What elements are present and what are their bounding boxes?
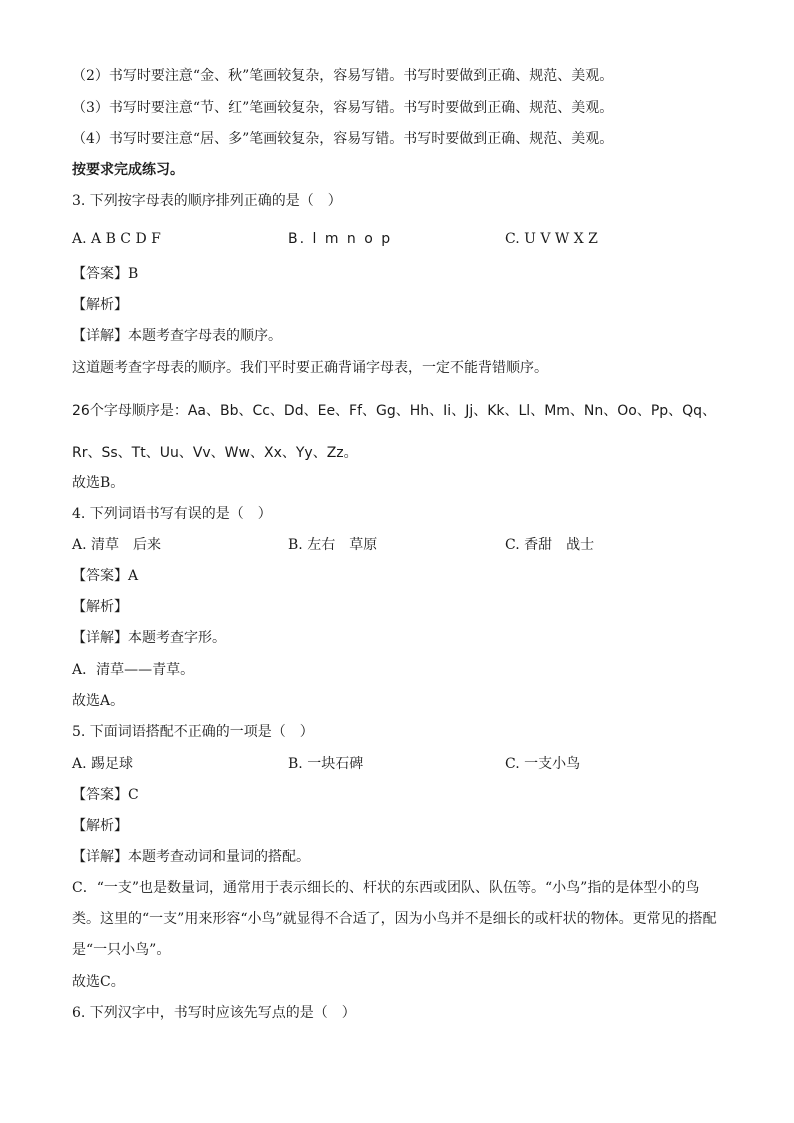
q5-analysis-label: 【解析】 [72, 818, 128, 834]
q4-option-a: A. 清草 后来 [72, 537, 162, 553]
intro-line-4: （4）书写时要注意“居、多”笔画较复杂，容易写错。书写时要做到正确、规范、美观。 [72, 131, 614, 147]
section-title: 按要求完成练习。 [72, 162, 184, 178]
q4-answer: 【答案】A [72, 568, 139, 584]
q4-question: 4. 下列词语书写有误的是（ ） [72, 506, 272, 522]
q4-option-c: C. 香甜 战士 [505, 537, 595, 553]
q5-option-a: A. 踢足球 [72, 756, 134, 772]
q5-answer: 【答案】C [72, 787, 139, 803]
q4-analysis-label: 【解析】 [72, 599, 128, 615]
q3-option-a: A. A B C D F [72, 231, 161, 247]
intro-line-2: （2）书写时要注意“金、秋”笔画较复杂，容易写错。书写时要做到正确、规范、美观。 [72, 68, 614, 84]
q5-question: 5. 下面词语搭配不正确的一项是（ ） [72, 724, 314, 740]
q4-conclusion: 故选A。 [72, 693, 125, 709]
q5-option-c: C. 一支小鸟 [505, 756, 581, 772]
q5-conclusion: 故选C。 [72, 974, 125, 990]
q5-option-b: B. 一块石碑 [288, 756, 364, 772]
q3-question: 3. 下列按字母表的顺序排列正确的是（ ） [72, 193, 342, 209]
q3-conclusion: 故选B。 [72, 475, 125, 491]
q5-explain: C．“一支”也是数量词，通常用于表示细长的、杆状的东西或团队、队伍等。“小鸟”指的是体型小的鸟类。这里的“一支”用来形容“小鸟”就显得不合适了，因为小鸟并不是细长的或杆状的物体。更常见的搭配是“一只小鸟”。 [72, 880, 717, 958]
q3-analysis-label: 【解析】 [72, 297, 128, 313]
q5-detail: 【详解】本题考查动词和量词的搭配。 [72, 849, 310, 865]
intro-line-3: （3）书写时要注意“节、红”笔画较复杂，容易写错。书写时要做到正确、规范、美观。 [72, 100, 614, 116]
q3-detail: 【详解】本题考查字母表的顺序。 [72, 328, 282, 344]
q3-option-c: C. U V W X Z [505, 231, 598, 247]
q4-explain: A．清草——青草。 [72, 662, 195, 678]
q3-explain-2: 26个字母顺序是：Aa、Bb、Cc、Dd、Ee、Ff、Gg、Hh、Ii、Jj、Kk、Ll、Mm、Nn、Oo、Pp、Qq、Rr、Ss、Tt、Uu、Vv、Ww、Xx、Yy、Zz。 [72, 403, 717, 461]
q6-question: 6. 下列汉字中，书写时应该先写点的是（ ） [72, 1005, 356, 1021]
q3-explain-1: 这道题考查字母表的顺序。我们平时要正确背诵字母表，一定不能背错顺序。 [72, 360, 548, 376]
q4-detail: 【详解】本题考查字形。 [72, 630, 226, 646]
q3-answer: 【答案】B [72, 266, 139, 282]
q4-option-b: B. 左右 草原 [288, 537, 378, 553]
q3-option-b: B. l m n o p [288, 231, 393, 247]
